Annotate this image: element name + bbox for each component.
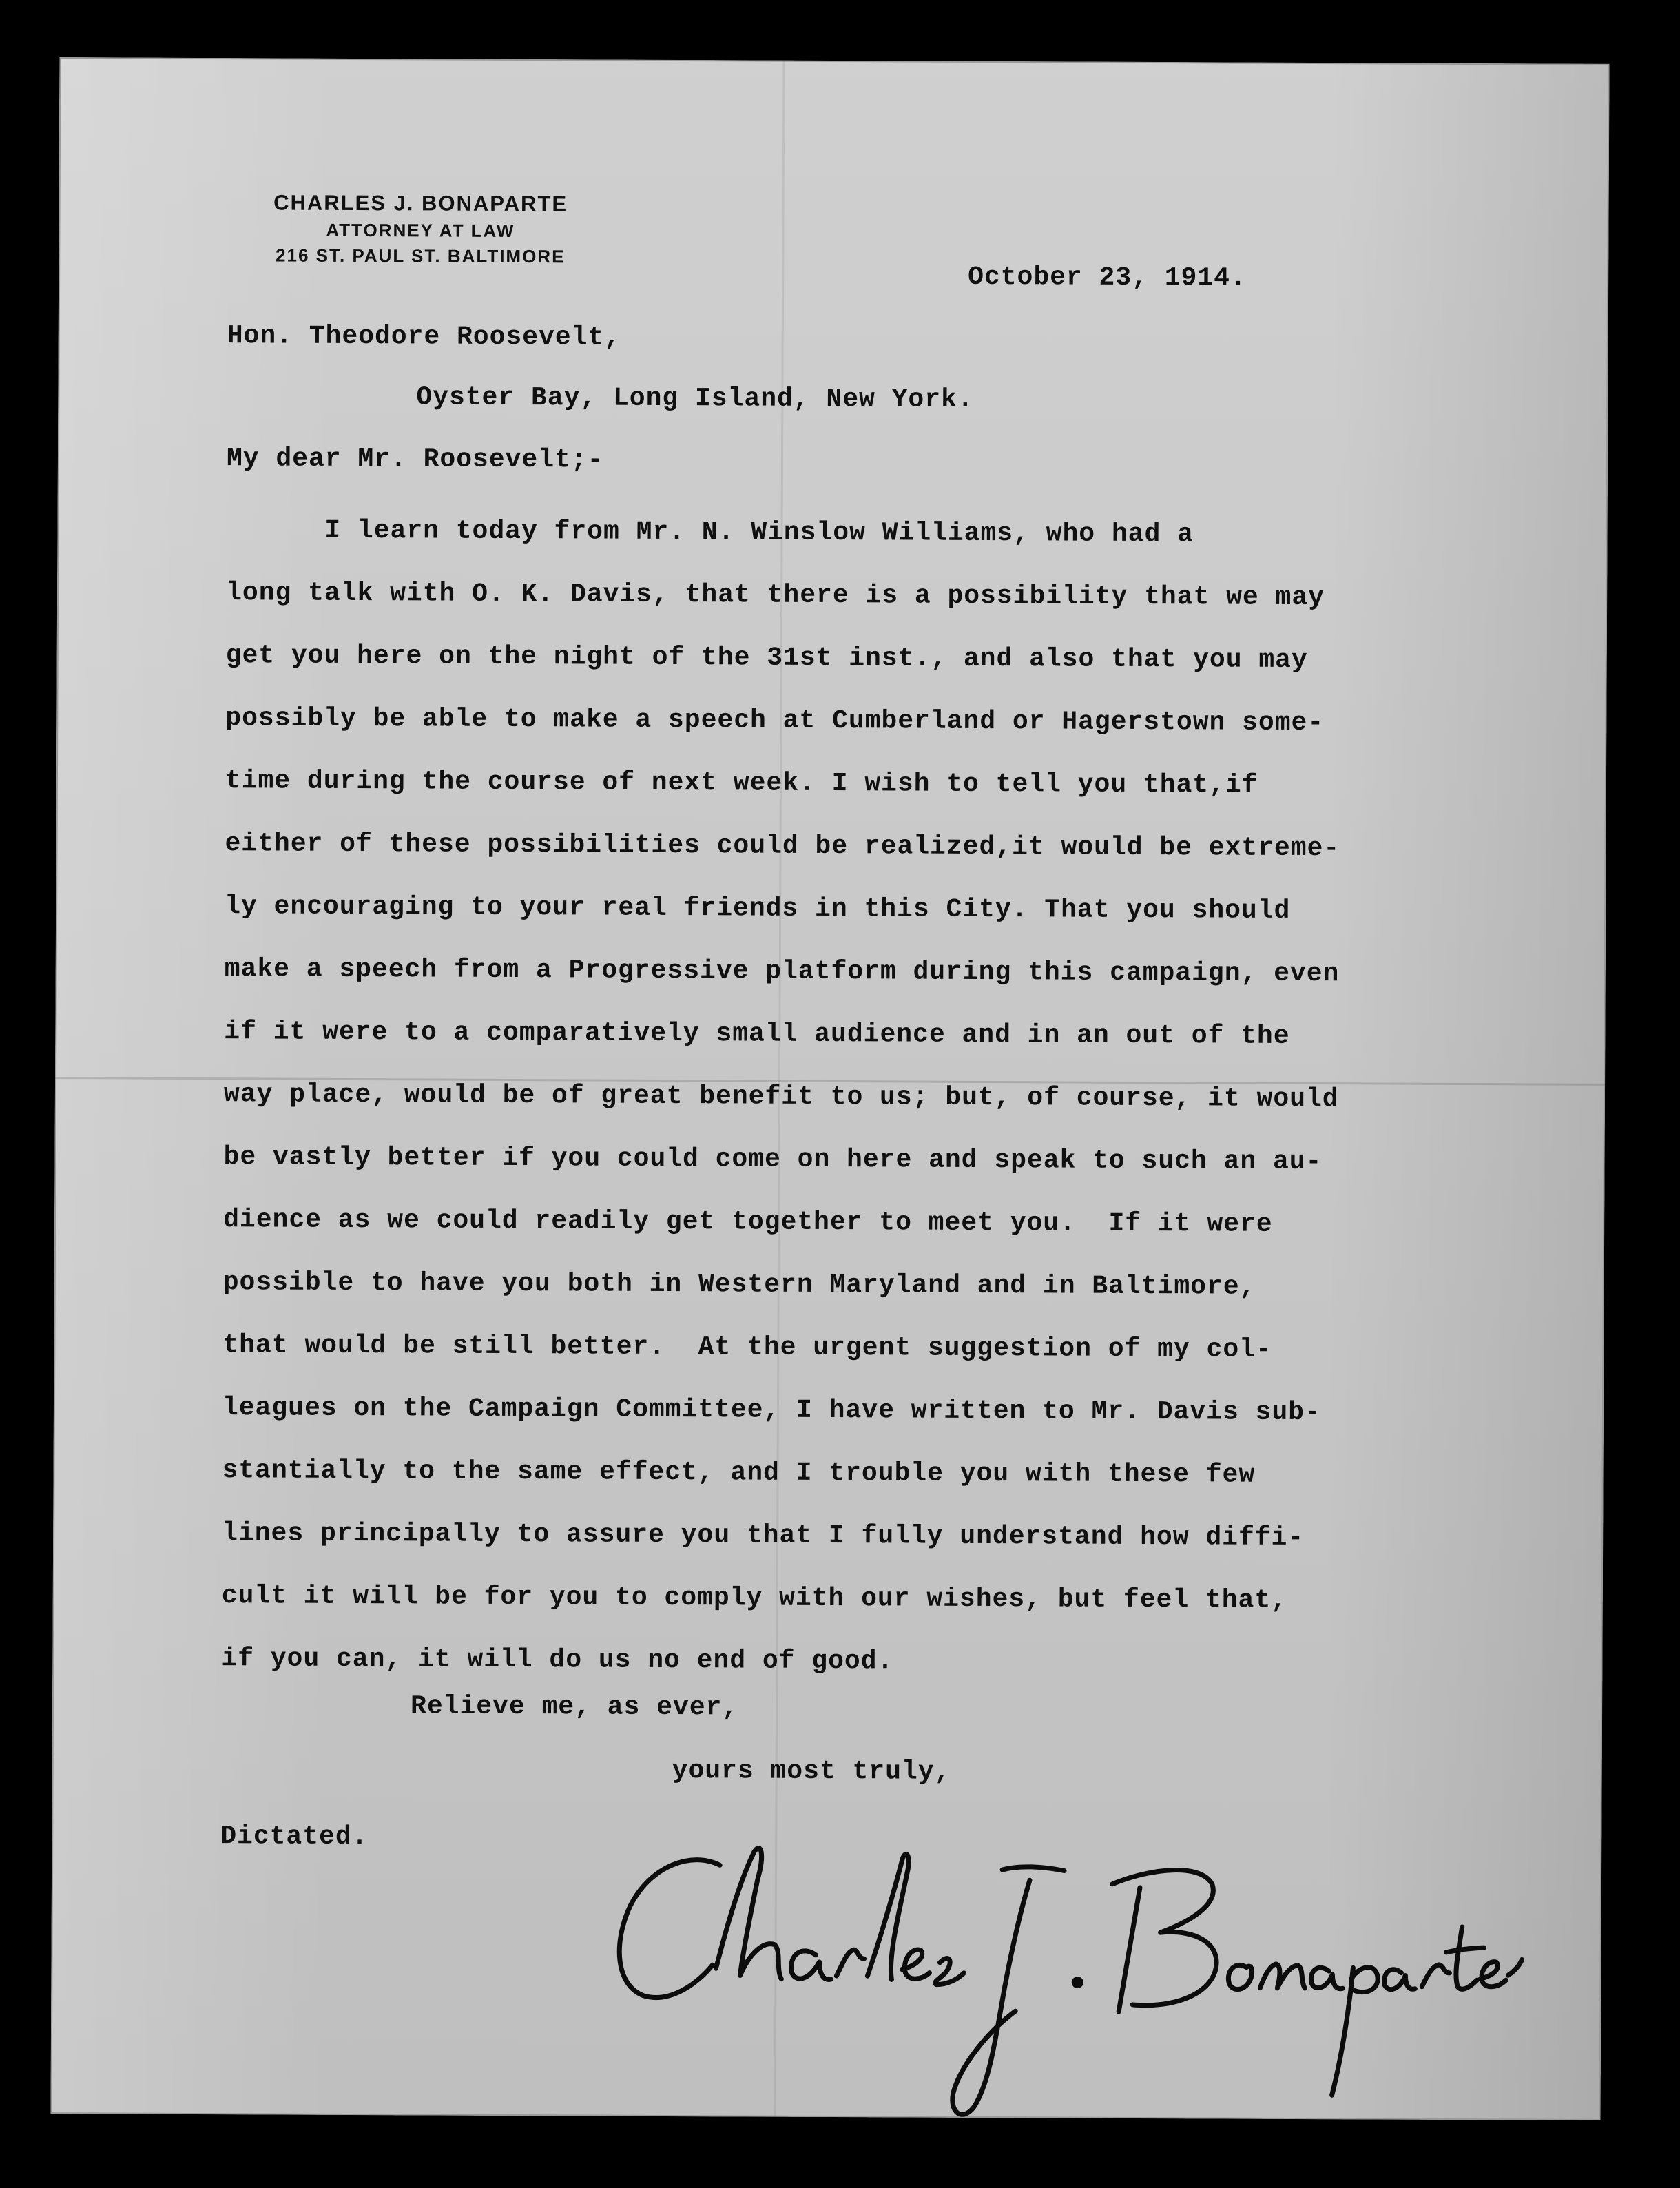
letter-body: [221, 499, 1341, 1695]
letterhead-title: ATTORNEY AT LAW: [326, 219, 515, 241]
letter-paper: [50, 57, 1609, 2120]
body-line: be vastly better if you could come on here and speak to such an au-: [223, 1142, 1323, 1177]
body-line: cult it will be for you to comply with our wishes, but feel that,: [221, 1581, 1288, 1616]
body-line: that would be still better. At the urgent suggestion of my col-: [222, 1330, 1272, 1365]
body-line: long talk with O. K. Davis, that there is a possibility that we may: [226, 578, 1325, 613]
body-line: either of these possibilities could be realized,it would be extreme-: [225, 829, 1340, 864]
body-line: stantially to the same effect, and I trouble you with these few: [222, 1456, 1256, 1490]
body-line: possibly be able to make a speech at Cumberland or Hagerstown some-: [225, 703, 1325, 739]
letterhead-address: 216 ST. PAUL ST. BALTIMORE: [276, 245, 566, 267]
body-line: if it were to a comparatively small audience and in an out of the: [224, 1017, 1290, 1051]
letterhead-name: CHARLES J. BONAPARTE: [273, 190, 568, 216]
body-line: lines principally to assure you that I fully understand how diffi-: [222, 1518, 1305, 1554]
body-line: I learn today from Mr. N. Winslow Williams, who had a: [226, 515, 1194, 550]
closing-line: Relieve me, as ever,: [410, 1691, 739, 1723]
recipient-address: Oyster Bay, Long Island, New York.: [416, 382, 974, 415]
body-line: time during the course of next week. I wish to tell you that,if: [225, 766, 1258, 801]
body-line: possible to have you both in Western Maryland and in Baltimore,: [222, 1268, 1256, 1302]
body-line: get you here on the night of the 31st inst., and also that you may: [225, 641, 1308, 676]
letter-date: October 23, 1914.: [968, 262, 1247, 293]
body-line: dience as we could readily get together to meet you. If it were: [223, 1205, 1273, 1239]
salutation: My dear Mr. Roosevelt;-: [226, 444, 604, 475]
body-line: if you can, it will do us no end of good.: [221, 1644, 894, 1677]
letterhead: [227, 190, 613, 267]
complimentary-close: yours most truly,: [672, 1756, 951, 1787]
dictated-note: Dictated.: [220, 1821, 369, 1852]
body-line: make a speech from a Progressive platform during this campaign, even: [224, 954, 1340, 989]
body-line: way place, would be of great benefit to us; but, of course, it would: [223, 1080, 1339, 1115]
body-line: ly encouraging to your real friends in this City. That you should: [225, 891, 1291, 926]
handwritten-signature: [588, 1802, 1539, 2130]
recipient-name: Hon. Theodore Roosevelt,: [227, 321, 621, 353]
body-line: leagues on the Campaign Committee, I have written to Mr. Davis sub-: [222, 1393, 1321, 1428]
